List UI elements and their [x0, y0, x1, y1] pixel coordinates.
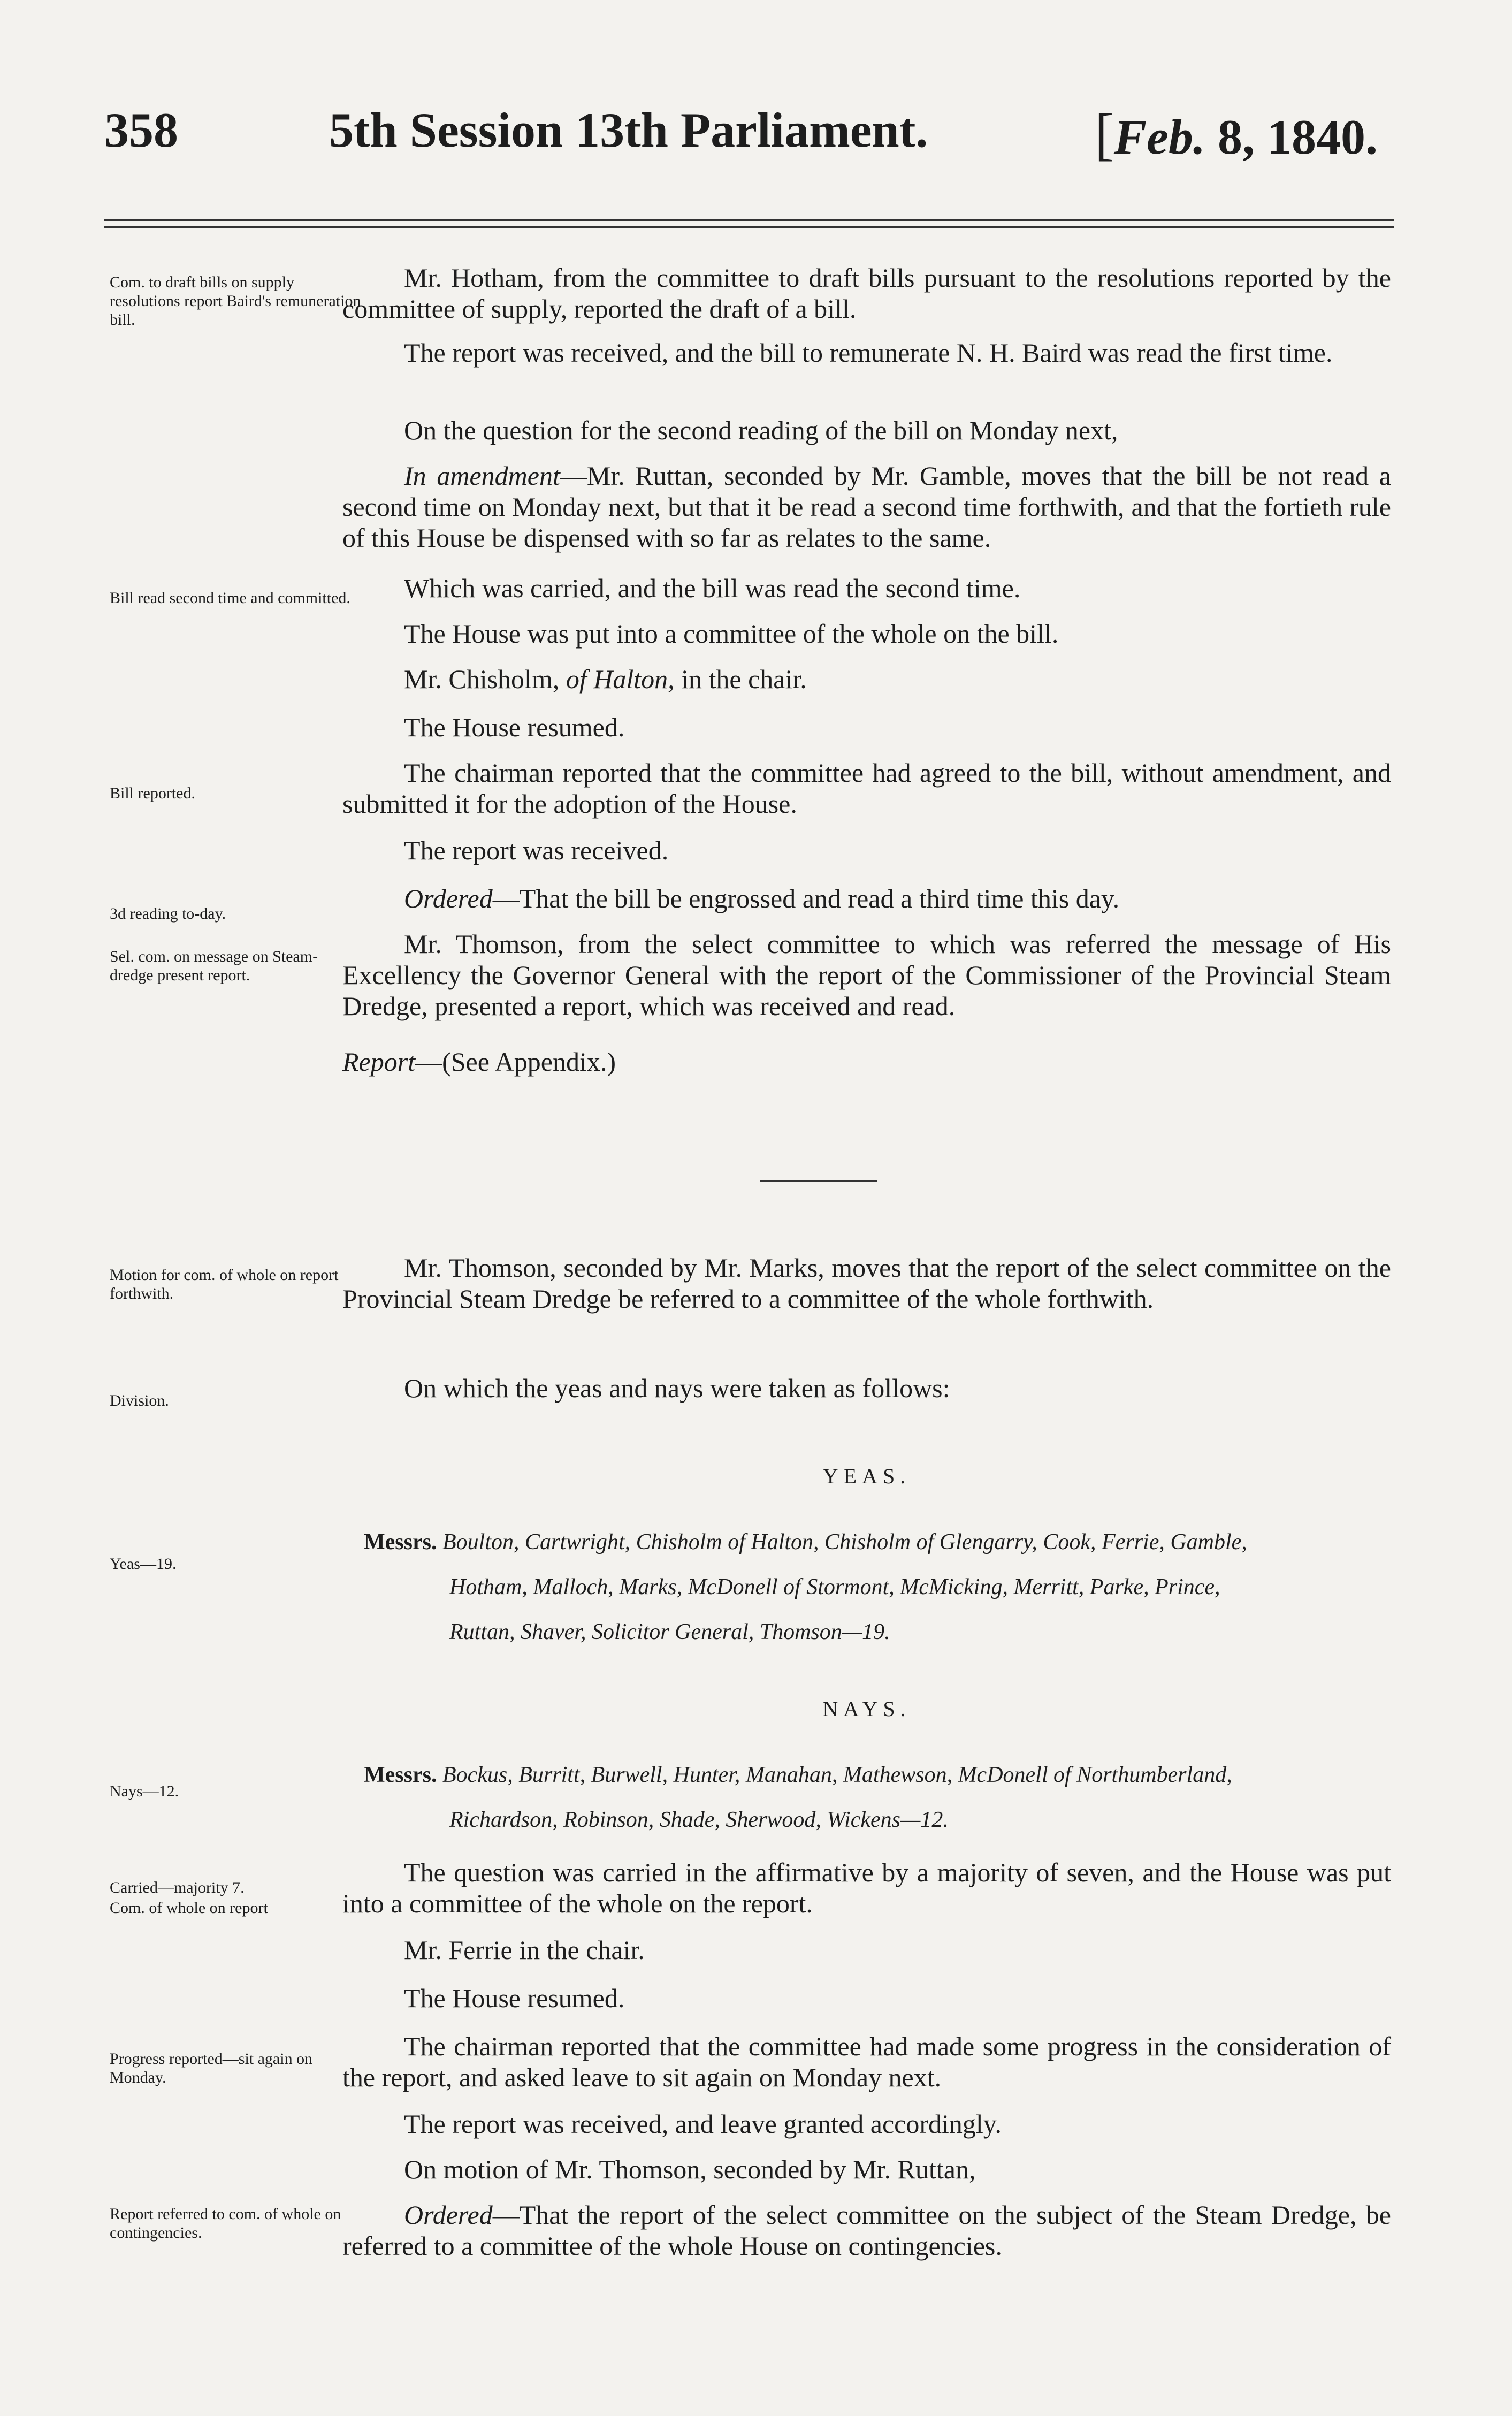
paragraph: Mr. Ferrie in the chair. — [404, 1935, 645, 1965]
paragraph: The report was received, and the bill to remunerate N. H. Baird was read the first time. — [404, 338, 1333, 368]
paragraph: The report was received. — [404, 835, 669, 865]
page-number: 358 — [104, 103, 178, 157]
paragraph: Mr. Thomson, from the select committee to which was referred the message of His Excellency the Governor General with the report of the Commissioner of the Provincial Steam Dredge, presented a report, which was received and read. — [342, 929, 1391, 1021]
section-separator — [760, 1180, 877, 1182]
paragraph: The chairman reported that the committee had made some progress in the consideration of the report, and asked leave to sit again on Monday next. — [342, 2031, 1391, 2092]
yeas-line: Ruttan, Shaver, Solicitor General, Thomson—19. — [449, 1620, 890, 1644]
margin-note: Report referred to com. of whole on contingencies. — [110, 2205, 341, 2242]
date-rest: 8, 1840. — [1218, 110, 1378, 164]
date-bracket: [ — [1094, 103, 1114, 166]
paragraph: In amendment—Mr. Ruttan, seconded by Mr. Gamble, moves that the bill be not read a second time on Monday next, but that it be read a second time forthwith, and that the fortieth rule of this House be dispensed with so far as relates to the same. — [342, 461, 1391, 553]
margin-note: Com. of whole on report — [110, 1899, 268, 1917]
margin-note: Sel. com. on message on Steam-dredge present report. — [110, 948, 318, 984]
paragraph: Report—(See Appendix.) — [342, 1047, 616, 1077]
paragraph: The House resumed. — [404, 712, 625, 742]
paragraph: The House was put into a committee of the whole on the bill. — [404, 619, 1059, 649]
page-date — [1095, 102, 1378, 168]
margin-note: Nays—12. — [110, 1782, 179, 1800]
margin-note: Com. to draft bills on supply resolutions report Baird's remuneration bill. — [110, 273, 361, 329]
nays-line: Messrs. Bockus, Burritt, Burwell, Hunter, Manahan, Mathewson, McDonell of Northumberland, — [364, 1763, 1232, 1787]
nays-heading: NAYS. — [822, 1697, 911, 1721]
paragraph: Mr. Chisholm, of Halton, in the chair. — [404, 664, 807, 694]
paragraph: The House resumed. — [404, 1983, 625, 2013]
paragraph: Mr. Thomson, seconded by Mr. Marks, moves that the report of the select committee on the Provincial Steam Dredge be referred to a committee of the whole forthwith. — [342, 1253, 1391, 1314]
yeas-line: Messrs. Boulton, Cartwright, Chisholm of Halton, Chisholm of Glengarry, Cook, Ferrie, Gamble, — [364, 1530, 1247, 1554]
margin-note: Bill reported. — [110, 784, 195, 802]
page-header — [104, 102, 1394, 182]
paragraph: On which the yeas and nays were taken as follows: — [404, 1373, 950, 1403]
paragraph: Mr. Hotham, from the committee to draft bills pursuant to the resolutions reported by the committee of supply, reported the draft of a bill. — [342, 263, 1391, 324]
header-rule — [104, 219, 1394, 228]
paragraph: The question was carried in the affirmative by a majority of seven, and the House was put into a committee of the whole on the report. — [342, 1857, 1391, 1918]
paragraph: The report was received, and leave granted accordingly. — [404, 2109, 1002, 2139]
paragraph: The chairman reported that the committee had agreed to the bill, without amendment, and submitted it for the adoption of the House. — [342, 758, 1391, 819]
margin-note: Bill read second time and committed. — [110, 589, 350, 607]
yeas-heading: YEAS. — [822, 1464, 911, 1488]
paragraph: Ordered—That the bill be engrossed and read a third time this day. — [404, 883, 1120, 913]
margin-note: 3d reading to-day. — [110, 905, 226, 923]
paragraph: Ordered—That the report of the select committee on the subject of the Steam Dredge, be referred to a committee of the whole House on contingencies. — [342, 2200, 1391, 2261]
yeas-line: Hotham, Malloch, Marks, McDonell of Stormont, McMicking, Merritt, Parke, Prince, — [449, 1575, 1220, 1599]
page-title: 5th Session 13th Parliament. — [329, 103, 928, 157]
margin-note: Carried—majority 7. — [110, 1879, 245, 1896]
date-month: Feb. — [1113, 110, 1205, 164]
paragraph: On motion of Mr. Thomson, seconded by Mr. Ruttan, — [404, 2154, 976, 2184]
paragraph: Which was carried, and the bill was read the second time. — [404, 573, 1021, 603]
nays-line: Richardson, Robinson, Shade, Sherwood, Wickens—12. — [449, 1808, 949, 1832]
nays-list — [364, 1752, 1412, 1842]
paragraph: On the question for the second reading of the bill on Monday next, — [404, 415, 1118, 445]
margin-note: Division. — [110, 1392, 169, 1409]
margin-note: Motion for com. of whole on report forthwith. — [110, 1266, 339, 1302]
margin-note: Progress reported—sit again on Monday. — [110, 2050, 313, 2086]
margin-note: Yeas—19. — [110, 1555, 177, 1573]
yeas-list — [364, 1520, 1412, 1655]
